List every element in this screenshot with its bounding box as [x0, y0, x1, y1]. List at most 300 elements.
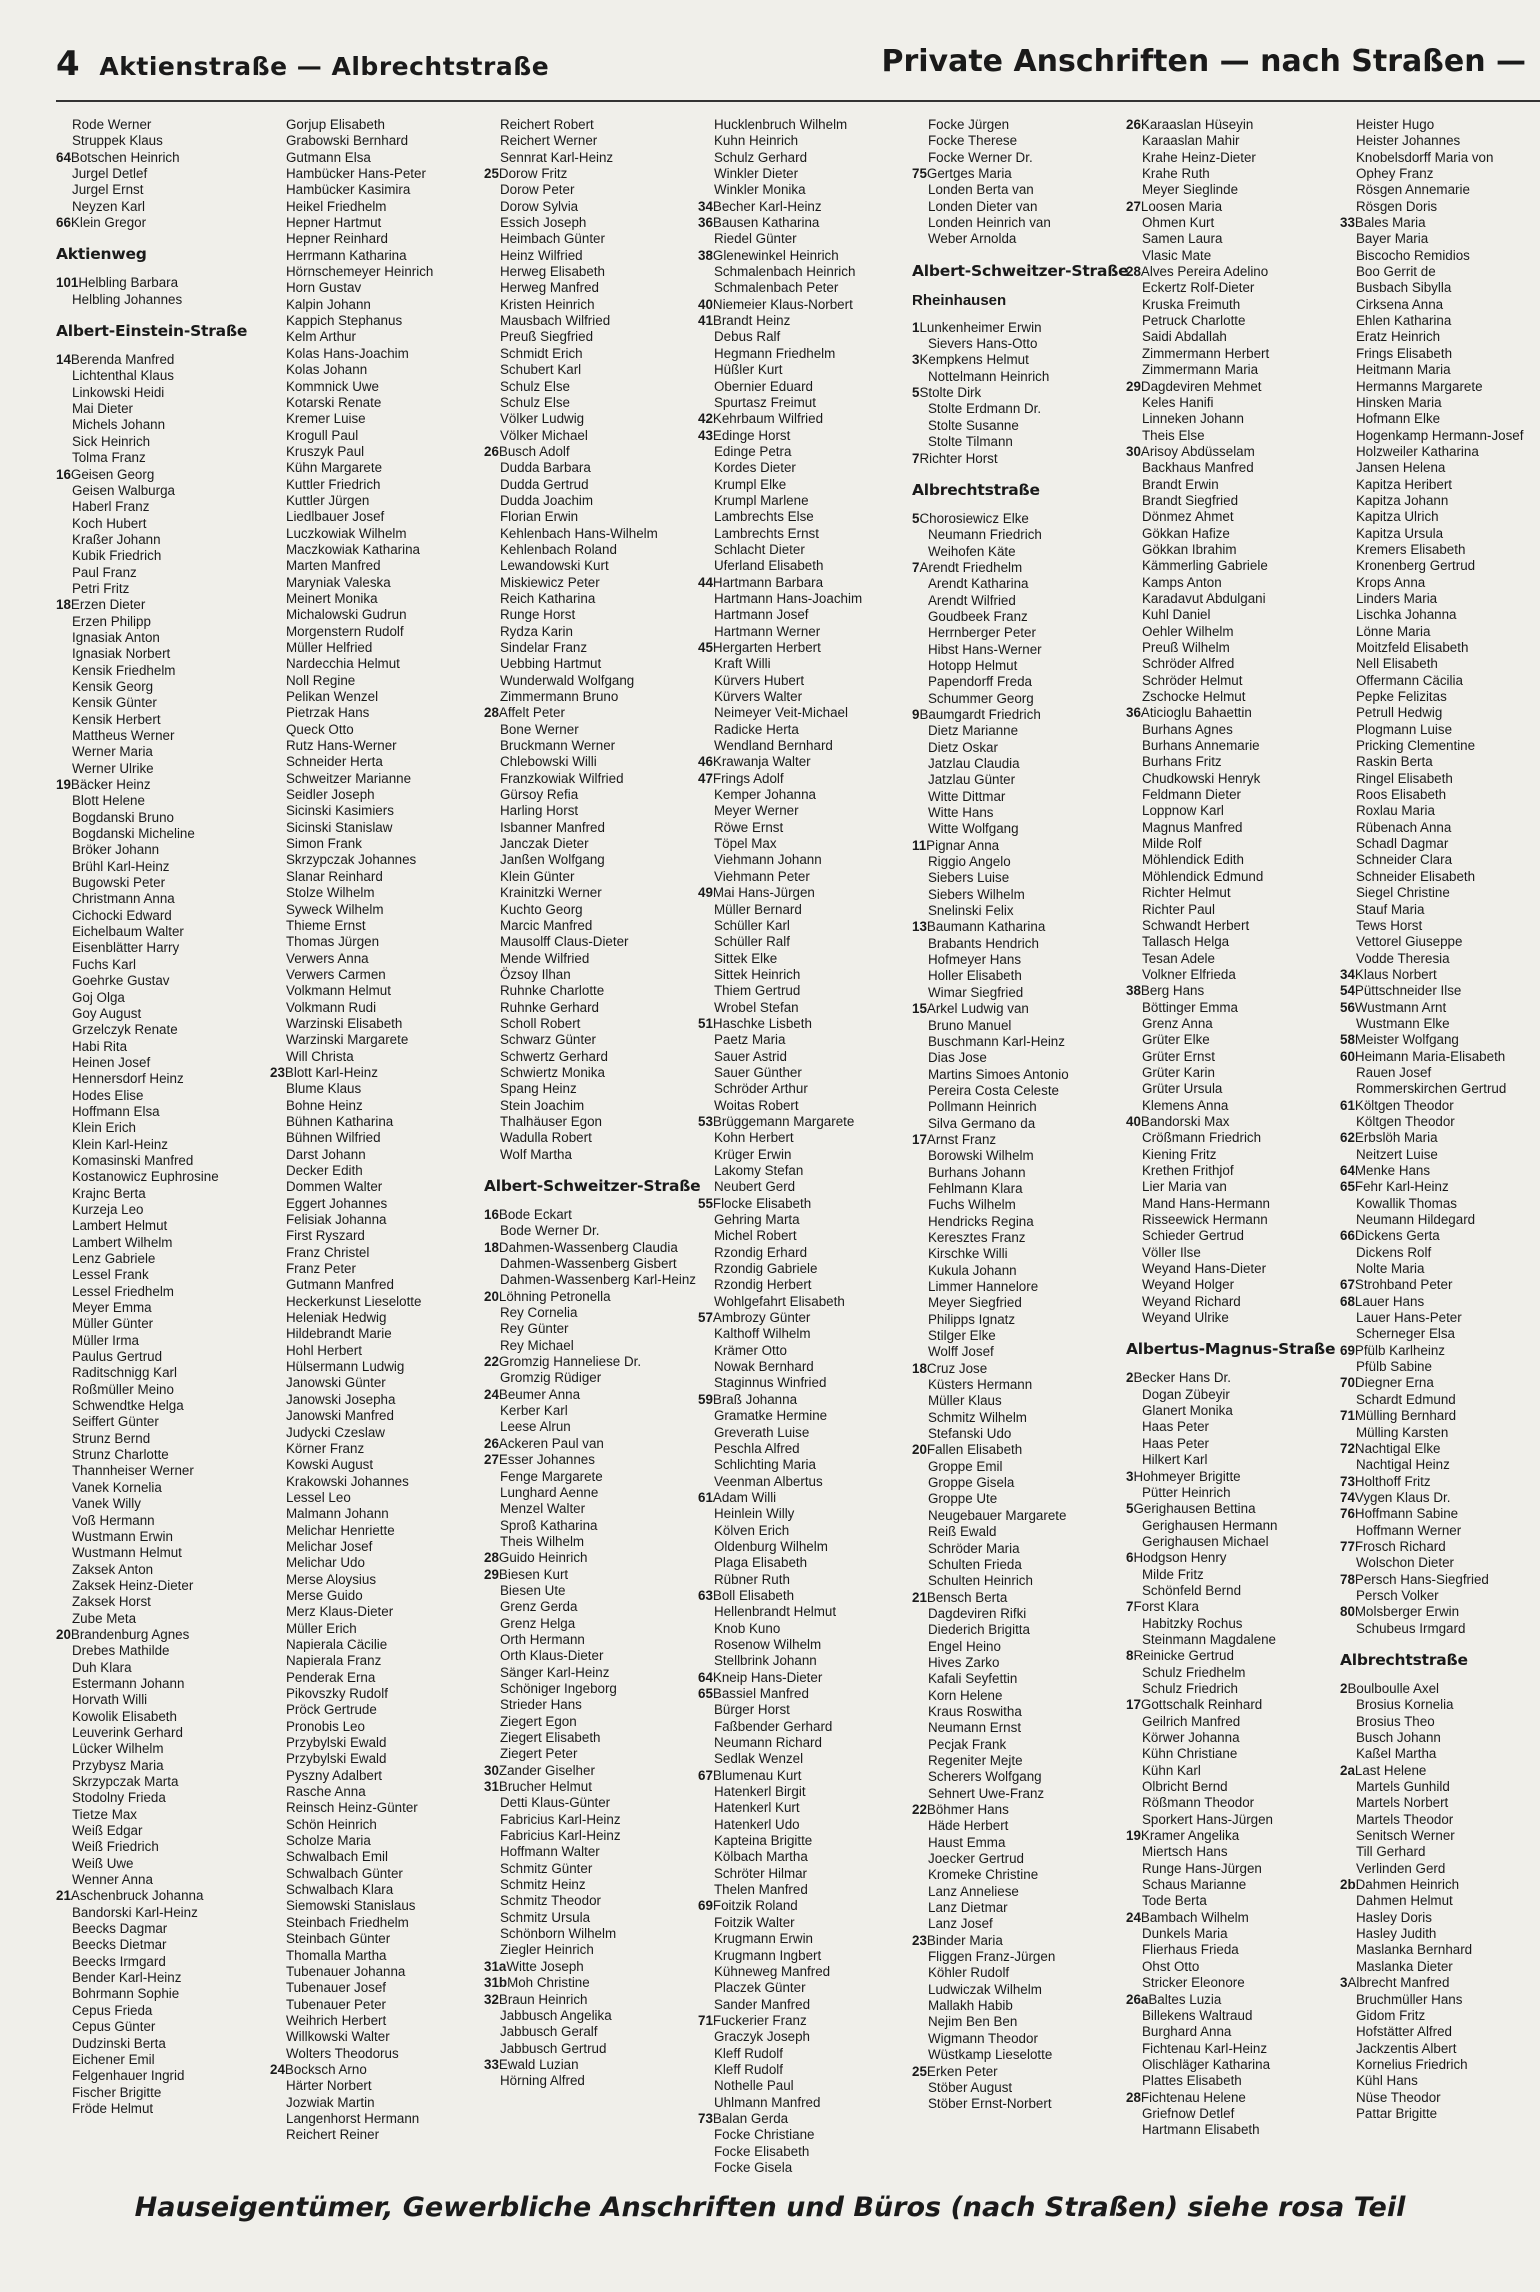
resident-name: Baumann Katharina — [926, 919, 1046, 935]
house-number: 5 — [1126, 1501, 1134, 1517]
resident-entry: Stauf Maria — [1356, 901, 1425, 917]
resident-entry: Schlichting Maria — [714, 1457, 816, 1473]
resident-entry — [484, 1763, 689, 1779]
resident-entry: Erzen Philipp — [72, 613, 151, 629]
resident-entry: Komasinski Manfred — [72, 1152, 194, 1168]
resident-entry: Mülling Karsten — [1356, 1424, 1449, 1440]
resident-entry: Schulz Else — [500, 394, 570, 410]
resident-entry: Schmitz Ursula — [500, 1909, 591, 1925]
resident-entry: Schmitz Günter — [500, 1860, 593, 1876]
house-number: 74 — [1340, 1489, 1355, 1505]
resident-entry: Scherers Wolfgang — [928, 1769, 1042, 1785]
resident-entry — [912, 1933, 1117, 1949]
resident-name: Affelt Peter — [498, 705, 565, 721]
page-number: 4 — [56, 44, 81, 84]
resident-entry — [484, 1975, 689, 1991]
resident-entry: Schubert Karl — [500, 362, 582, 378]
resident-name: Löhning Petronella — [498, 1288, 611, 1304]
resident-entry: Siebers Luise — [928, 870, 1010, 886]
resident-entry: Spurtasz Freimut — [714, 394, 816, 410]
resident-entry: Boo Gerrit de — [1356, 264, 1436, 280]
resident-entry: Weihofen Käte — [928, 543, 1016, 559]
resident-name: Boulboulle Axel — [1347, 1680, 1440, 1696]
resident-entry: Biscocho Remidios — [1356, 247, 1470, 263]
resident-name: Beumer Anna — [498, 1386, 581, 1402]
resident-entry: Miskiewicz Peter — [500, 574, 600, 590]
resident-entry: Fischer Brigitte — [72, 2084, 162, 2100]
resident-entry: Theis Wilhelm — [500, 1533, 585, 1549]
resident-name: Gerighausen Bettina — [1133, 1501, 1256, 1517]
resident-entry: Holler Elisabeth — [928, 968, 1022, 984]
resident-entry — [56, 777, 261, 793]
resident-entry: Dagdeviren Rifki — [928, 1605, 1027, 1621]
resident-entry: Kapitza Johann — [1356, 492, 1449, 508]
resident-entry: Herrmann Katharina — [286, 247, 407, 263]
resident-entry: Focke Jürgen — [928, 117, 1010, 132]
resident-entry: Rommerskirchen Gertrud — [1356, 1081, 1507, 1097]
resident-entry: Risseewick Hermann — [1142, 1212, 1268, 1228]
resident-entry: Herrnberger Peter — [928, 625, 1036, 641]
resident-name: Aticioglu Bahaettin — [1140, 705, 1252, 721]
resident-entry: Gökkan Ibrahim — [1142, 541, 1237, 557]
resident-entry — [1126, 1114, 1331, 1130]
resident-entry: Lambert Helmut — [72, 1218, 168, 1234]
resident-entry: Werner Ulrike — [72, 760, 154, 776]
resident-entry: Eckertz Rolf-Dieter — [1142, 280, 1255, 296]
resident-entry: Menzel Walter — [500, 1501, 586, 1517]
house-number: 72 — [1340, 1440, 1355, 1456]
resident-entry: Weyand Hans-Dieter — [1142, 1261, 1267, 1277]
resident-entry: Völker Michael — [500, 427, 588, 443]
resident-entry: Groppe Ute — [928, 1491, 998, 1507]
resident-entry — [56, 1627, 261, 1643]
resident-entry — [698, 1196, 903, 1212]
resident-entry: Dahmen-Wassenberg Gisbert — [500, 1256, 677, 1272]
resident-entry: Beecks Dietmar — [72, 1937, 167, 1953]
resident-entry: Joecker Gertrud — [928, 1851, 1025, 1867]
resident-entry: Senitsch Werner — [1356, 1828, 1455, 1844]
resident-entry — [1340, 1000, 1540, 1016]
resident-entry: Melichar Josef — [286, 1538, 373, 1554]
resident-entry: Karaaslan Mahir — [1142, 133, 1240, 149]
resident-entry: Fenge Margarete — [500, 1468, 603, 1484]
resident-entry: Rößmann Theodor — [1142, 1795, 1255, 1811]
resident-entry — [56, 275, 261, 291]
resident-entry — [698, 2111, 903, 2127]
resident-entry: Krakowski Johannes — [286, 1473, 409, 1489]
resident-entry: Pelikan Wenzel — [286, 689, 379, 705]
resident-entry: Pollmann Heinrich — [928, 1099, 1037, 1115]
resident-entry: Focke Gisela — [714, 2159, 793, 2175]
resident-entry: Schardt Edmund — [1356, 1391, 1456, 1407]
resident-name: Persch Hans-Siegfried — [1354, 1571, 1489, 1587]
resident-name: Cruz Jose — [926, 1360, 988, 1376]
resident-entry: Kühn Karl — [1142, 1762, 1201, 1778]
resident-entry — [56, 150, 261, 166]
resident-entry: Kensik Georg — [72, 678, 154, 694]
resident-entry: Busch Johann — [1356, 1730, 1441, 1745]
resident-entry: Martels Theodor — [1356, 1811, 1454, 1827]
resident-entry — [912, 919, 1117, 935]
resident-entry: Wigmann Theodor — [928, 2030, 1038, 2046]
house-number: 28 — [484, 705, 499, 721]
resident-entry: Luczkowiak Wilhelm — [286, 525, 407, 541]
resident-name: Költgen Theodor — [1354, 1097, 1454, 1113]
resident-entry: Dorow Sylvia — [500, 198, 579, 214]
house-number: 24 — [1126, 1909, 1141, 1925]
house-number: 77 — [1340, 1538, 1355, 1554]
resident-entry: Runge Hans-Jürgen — [1142, 1860, 1262, 1876]
resident-entry: Faßbender Gerhard — [714, 1718, 833, 1734]
resident-entry: Bröker Johann — [72, 842, 160, 858]
resident-entry: Hinsken Maria — [1356, 394, 1442, 410]
resident-entry: Wolters Theodorus — [286, 2045, 399, 2061]
resident-name: Moh Christine — [507, 1975, 590, 1991]
resident-entry: Stilger Elke — [928, 1328, 996, 1344]
resident-entry: Jabbusch Angelika — [500, 2007, 612, 2023]
resident-name: Nachtigal Elke — [1354, 1440, 1441, 1456]
house-number: 36 — [698, 215, 713, 231]
resident-entry: Bruno Manuel — [928, 1017, 1012, 1033]
directory-column-5 — [912, 117, 1129, 2165]
resident-name: Ewald Luzian — [498, 2056, 579, 2072]
resident-name: Fuckerier Franz — [712, 2012, 807, 2028]
resident-entry: Holzweiler Katharina — [1356, 443, 1479, 459]
resident-entry: Pyszny Adalbert — [286, 1767, 383, 1783]
resident-entry: Pecjak Frank — [928, 1736, 1007, 1752]
resident-entry — [1340, 1539, 1540, 1555]
resident-entry: Decker Edith — [286, 1163, 363, 1178]
resident-entry — [698, 1588, 903, 1604]
house-number: 26 — [484, 443, 499, 459]
resident-entry: Focke Therese — [928, 133, 1018, 149]
resident-entry: Roxlau Maria — [1356, 803, 1435, 819]
resident-entry: Krainitzki Werner — [500, 885, 602, 901]
resident-name: Reinicke Gertrud — [1133, 1648, 1234, 1664]
house-number: 101 — [56, 275, 79, 291]
resident-entry: Reichert Reiner — [286, 2127, 380, 2143]
resident-name: Botschen Heinrich — [70, 149, 180, 165]
resident-entry: Kirschke Willi — [928, 1246, 1008, 1262]
resident-entry — [1340, 1049, 1540, 1065]
resident-entry: Müller Helfried — [286, 640, 373, 655]
resident-entry: Schulz Friedhelm — [1142, 1664, 1246, 1680]
house-number: 16 — [484, 1207, 499, 1222]
house-number: 33 — [484, 2056, 499, 2072]
resident-entry: Nothelle Paul — [714, 2078, 794, 2094]
resident-entry: Isbanner Manfred — [500, 819, 605, 835]
resident-name: Forst Klara — [1133, 1599, 1199, 1615]
resident-entry: Schröder Maria — [928, 1540, 1020, 1556]
resident-entry: Moitzfeld Elisabeth — [1356, 640, 1469, 655]
resident-entry: Plattes Elisabeth — [1142, 2073, 1242, 2089]
resident-entry: Strunz Charlotte — [72, 1447, 169, 1463]
house-number: 71 — [1340, 1408, 1355, 1424]
resident-entry — [698, 199, 903, 215]
house-number: 21 — [56, 1888, 71, 1904]
house-number: 5 — [912, 510, 920, 526]
house-number: 51 — [698, 1015, 713, 1031]
resident-name: Erken Peter — [926, 2063, 998, 2079]
resident-entry: Przybylski Ewald — [286, 1735, 387, 1751]
house-number: 25 — [912, 2063, 927, 2079]
resident-entry: Biesen Ute — [500, 1582, 566, 1598]
resident-entry: Haberl Franz — [72, 499, 150, 515]
resident-entry: Hibst Hans-Werner — [928, 641, 1042, 657]
street-heading: Aktienweg — [56, 245, 147, 264]
resident-entry: Krugmann Ingbert — [714, 1947, 822, 1963]
resident-entry: Stolte Susanne — [928, 417, 1019, 433]
resident-entry: Krüger Erwin — [714, 1146, 792, 1162]
resident-entry: Reinsch Heinz-Günter — [286, 1800, 418, 1816]
resident-entry: Spang Heinz — [500, 1081, 577, 1097]
resident-entry: Chudkowski Henryk — [1142, 770, 1261, 786]
resident-name: Mai Hans-Jürgen — [712, 885, 815, 901]
district-heading: Rheinhausen — [912, 291, 1007, 309]
resident-entry: Slanar Reinhard — [286, 868, 383, 884]
resident-entry: Reich Katharina — [500, 590, 596, 606]
house-number: 15 — [912, 1001, 927, 1017]
resident-name: Fallen Elisabeth — [926, 1442, 1023, 1458]
resident-name: Kneip Hans-Dieter — [712, 1669, 823, 1685]
resident-entry — [698, 215, 903, 231]
resident-entry: Sindelar Franz — [500, 640, 588, 655]
resident-entry: Orth Klaus-Dieter — [500, 1648, 604, 1664]
house-number: 43 — [698, 427, 713, 443]
resident-entry: Hives Zarko — [928, 1654, 1000, 1670]
resident-entry: Herweg Elisabeth — [500, 264, 605, 280]
house-number: 49 — [698, 885, 713, 901]
house-number: 70 — [1340, 1375, 1355, 1391]
resident-entry: Lanz Anneliese — [928, 1883, 1019, 1899]
resident-entry: Schulz Friedrich — [1142, 1680, 1238, 1696]
resident-entry: Kensik Friedhelm — [72, 662, 176, 678]
resident-entry: Siemowski Stanislaus — [286, 1898, 416, 1914]
resident-entry: Lönne Maria — [1356, 623, 1431, 639]
resident-entry: Brühl Karl-Heinz — [72, 858, 170, 874]
resident-entry: Franz Peter — [286, 1261, 356, 1277]
resident-entry — [698, 297, 903, 313]
resident-name: Bensch Berta — [926, 1589, 1008, 1605]
street-heading: Albrechtstraße — [1340, 1650, 1468, 1669]
resident-entry: Häde Herbert — [928, 1818, 1009, 1834]
resident-entry — [1340, 1408, 1540, 1424]
resident-name: Arisoy Abdüsselam — [1140, 443, 1255, 459]
resident-name: Arkel Ludwig van — [926, 1001, 1029, 1017]
resident-entry: Böttinger Emma — [1142, 999, 1239, 1015]
resident-entry: Liedlbauer Josef — [286, 509, 385, 525]
resident-name: Esser Johannes — [498, 1452, 595, 1468]
resident-name: Albrecht Manfred — [1347, 1975, 1450, 1991]
resident-entry: Hartmann Hans-Joachim — [714, 590, 863, 606]
resident-entry — [1340, 1228, 1540, 1244]
resident-entry: Fabricius Karl-Heinz — [500, 1811, 621, 1827]
resident-entry: Michalowski Gudrun — [286, 607, 407, 623]
resident-entry: Neumann Richard — [714, 1735, 822, 1751]
resident-entry: Herweg Manfred — [500, 280, 599, 296]
resident-entry: Dudda Gertrud — [500, 476, 589, 492]
resident-entry: Geisen Walburga — [72, 482, 175, 498]
resident-entry: Kraus Roswitha — [928, 1703, 1022, 1719]
resident-entry: Zaksek Heinz-Dieter — [72, 1577, 194, 1593]
resident-entry: Janczak Dieter — [500, 836, 589, 852]
house-number: 58 — [1340, 1032, 1355, 1048]
resident-name: Bocksch Arno — [284, 2061, 367, 2077]
resident-entry — [1126, 1550, 1331, 1566]
resident-entry: Weyand Richard — [1142, 1293, 1241, 1309]
resident-entry: Hofmann Elke — [1356, 411, 1441, 427]
resident-entry: Gerighausen Michael — [1142, 1533, 1269, 1549]
resident-entry: Schmalenbach Heinrich — [714, 264, 856, 280]
resident-name: Wustmann Arnt — [1354, 999, 1447, 1015]
resident-entry: Franz Christel — [286, 1244, 370, 1260]
resident-entry: Schönfeld Bernd — [1142, 1582, 1242, 1598]
resident-entry: Vettorel Giuseppe — [1356, 934, 1463, 950]
resident-entry — [698, 1392, 903, 1408]
resident-entry: Kapitza Ulrich — [1356, 509, 1439, 525]
resident-entry: Hülsermann Ludwig — [286, 1359, 405, 1375]
resident-name: Flocke Elisabeth — [712, 1195, 812, 1211]
resident-entry — [698, 1310, 903, 1326]
resident-name: Ambrozy Günter — [712, 1310, 811, 1326]
resident-entry: Mende Wilfried — [500, 950, 590, 966]
resident-name: Gertges Maria — [926, 166, 1012, 182]
resident-entry: Rübner Ruth — [714, 1571, 790, 1587]
resident-entry: Veenman Albertus — [714, 1473, 823, 1489]
resident-entry: Kotarski Renate — [286, 394, 382, 410]
resident-name: Last Helene — [1354, 1762, 1427, 1778]
house-number: 45 — [698, 640, 713, 655]
resident-entry — [912, 560, 1117, 576]
resident-entry — [1340, 1098, 1540, 1114]
resident-name: Hergarten Herbert — [712, 640, 821, 655]
resident-entry: Stöber August — [928, 2079, 1013, 2095]
resident-entry — [484, 1779, 689, 1795]
resident-entry: Till Gerhard — [1356, 1844, 1426, 1860]
resident-entry: Schadl Dagmar — [1356, 836, 1449, 852]
resident-entry: Gorjup Elisabeth — [286, 117, 385, 132]
resident-entry — [484, 1436, 689, 1452]
house-number: 25 — [484, 166, 499, 182]
resident-entry: Preuß Wilhelm — [1142, 640, 1230, 655]
resident-entry: Lambrechts Else — [714, 509, 814, 525]
resident-entry: Kürvers Hubert — [714, 672, 805, 688]
house-number: 67 — [1340, 1277, 1355, 1293]
resident-entry: Sproß Katharina — [500, 1517, 598, 1533]
resident-entry: Maczkowiak Katharina — [286, 541, 420, 557]
resident-entry: Fichtenau Karl-Heinz — [1142, 2040, 1268, 2056]
resident-name: Mülling Bernhard — [1354, 1408, 1457, 1424]
resident-entry: Staginnus Winfried — [714, 1375, 827, 1391]
resident-entry: First Ryszard — [286, 1228, 365, 1244]
resident-entry: Cichocki Edward — [72, 907, 172, 923]
resident-entry: Rösgen Annemarie — [1356, 182, 1470, 198]
resident-entry: Fehlmann Klara — [928, 1180, 1023, 1196]
resident-entry: Riggio Angelo — [928, 854, 1011, 870]
resident-entry: Grüter Ernst — [1142, 1048, 1215, 1064]
resident-entry: Bürger Horst — [714, 1702, 790, 1718]
house-number: 2 — [1340, 1680, 1348, 1696]
resident-entry: Feldmann Dieter — [1142, 787, 1241, 803]
house-number: 66 — [56, 215, 71, 231]
resident-entry: Saidi Abdallah — [1142, 329, 1227, 345]
resident-entry: Grenz Gerda — [500, 1599, 578, 1615]
resident-entry: Rasche Anna — [286, 1784, 366, 1800]
resident-entry: Eisenblätter Harry — [72, 940, 180, 956]
resident-entry — [1340, 1572, 1540, 1588]
resident-entry: Siegel Christine — [1356, 885, 1450, 901]
resident-entry: Nowak Bernhard — [714, 1359, 814, 1375]
house-number: 64 — [56, 149, 71, 165]
house-number: 67 — [698, 1767, 713, 1783]
resident-entry: Hatenkerl Kurt — [714, 1800, 800, 1816]
resident-entry: Rauen Josef — [1356, 1064, 1432, 1080]
resident-entry: Frings Elisabeth — [1356, 345, 1453, 361]
house-number: 65 — [698, 1686, 713, 1701]
house-number: 40 — [698, 296, 713, 312]
resident-entry: Rzondig Erhard — [714, 1244, 808, 1260]
resident-name: Braun Heinrich — [498, 1991, 588, 2007]
resident-entry: Klein Erich — [72, 1120, 137, 1136]
resident-entry — [698, 885, 903, 901]
resident-entry: Brandt Erwin — [1142, 476, 1219, 492]
resident-name: Arnst Franz — [926, 1131, 997, 1147]
resident-entry: Groppe Emil — [928, 1458, 1003, 1474]
resident-entry: Neumann Ernst — [928, 1720, 1022, 1736]
resident-entry: Hodes Elise — [72, 1087, 144, 1103]
resident-entry: Meyer Sieglinde — [1142, 182, 1239, 198]
house-number: 1 — [912, 319, 920, 335]
resident-name: Hodgson Henry — [1133, 1550, 1227, 1566]
resident-entry: Kuhn Heinrich — [714, 133, 799, 149]
resident-entry: Kalthoff Wilhelm — [714, 1326, 811, 1342]
resident-name: Kramer Angelika — [1140, 1828, 1240, 1844]
resident-entry: Jackzentis Albert — [1356, 2040, 1457, 2056]
resident-entry: Bandorski Karl-Heinz — [72, 1904, 198, 1920]
house-number: 41 — [698, 313, 713, 329]
house-number: 59 — [698, 1391, 713, 1407]
resident-entry: Kuhl Daniel — [1142, 607, 1211, 623]
house-number: 38 — [1126, 983, 1141, 999]
resident-entry: Schulten Frieda — [928, 1556, 1022, 1572]
resident-entry: Grüter Elke — [1142, 1032, 1210, 1048]
house-number: 11 — [912, 837, 927, 853]
resident-name: Dorow Fritz — [498, 166, 568, 182]
resident-entry: Neumann Friedrich — [928, 527, 1042, 543]
resident-name: Chorosiewicz Elke — [919, 510, 1029, 526]
resident-entry: Engel Heino — [928, 1638, 1001, 1654]
resident-name: Haschke Lisbeth — [712, 1015, 812, 1031]
resident-entry: Limmer Hannelore — [928, 1279, 1039, 1294]
resident-entry: Thalhäuser Egon — [500, 1113, 602, 1129]
resident-entry: Hohl Herbert — [286, 1342, 362, 1358]
resident-entry: Kuttler Jürgen — [286, 492, 370, 508]
resident-entry: Wolschon Dieter — [1356, 1555, 1454, 1571]
resident-entry — [1126, 983, 1331, 999]
resident-entry — [1126, 1370, 1331, 1386]
resident-entry: Loppnow Karl — [1142, 803, 1224, 819]
resident-entry: Zschocke Helmut — [1142, 689, 1246, 705]
resident-entry: Steinbach Günter — [286, 1931, 391, 1947]
resident-name: Binder Maria — [926, 1932, 1003, 1948]
resident-entry: Linders Maria — [1356, 590, 1438, 606]
resident-entry: Jabbusch Gertrud — [500, 2040, 607, 2056]
resident-entry: Dönmez Ahmet — [1142, 509, 1234, 525]
resident-entry: Oehler Wilhelm — [1142, 623, 1234, 639]
resident-entry: Hilkert Karl — [1142, 1452, 1208, 1468]
resident-entry: Költgen Theodor — [1356, 1113, 1455, 1129]
resident-entry: Kraßer Johann — [72, 531, 161, 547]
